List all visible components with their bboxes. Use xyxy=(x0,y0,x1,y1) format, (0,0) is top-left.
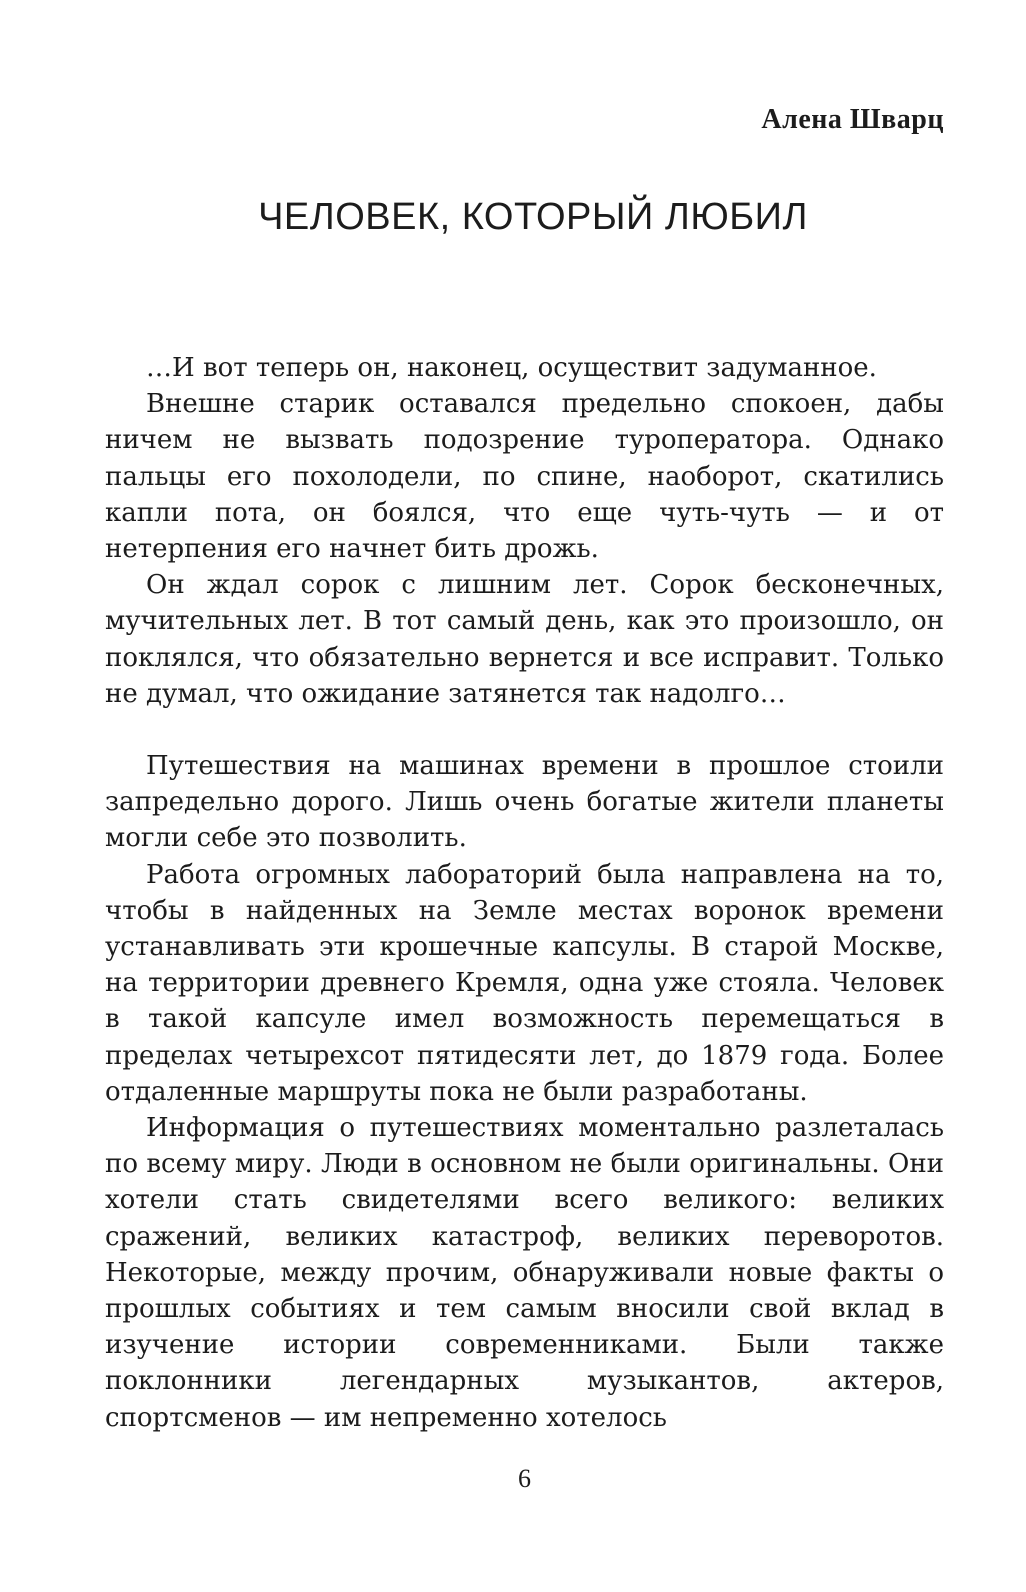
paragraph: Внешне старик оставался предельно спокоен, дабы ничем не вызвать подозрение туроператора. Однако пальцы его похолодели, по спине, наоборот, скатились капли пота, он боялся, что еще чуть-чуть — и от нетерпения его начнет бить дрожь. xyxy=(105,389,944,565)
chapter-title: ЧЕЛОВЕК, КОТОРЫЙ ЛЮБИЛ xyxy=(258,196,808,238)
paragraph: Путешествия на машинах времени в прошлое стоили запредельно дорого. Лишь очень богатые жители планеты могли себе это позволить. xyxy=(105,751,944,854)
paragraph: Работа огромных лабораторий была направлена на то, чтобы в найденных на Земле местах воронок времени устанавливать эти крошечные капсулы. В старой Москве, на территории древнего Кремля, одна уже стояла. Человек в такой капсуле имел возможность перемещаться в пределах четырехсот пятидесяти лет, до 1879 года. Более отдаленные маршруты пока не были разработаны. xyxy=(105,859,944,1107)
page-number: 6 xyxy=(518,1464,531,1493)
running-header-author: Алена Шварц xyxy=(761,104,944,135)
paragraph: Он ждал сорок с лишним лет. Сорок бесконечных, мучительных лет. В тот самый день, как это произошло, он поклялся, что обязательно вернется и все исправит. Только не думал, что ожидание затянется так надолго… xyxy=(105,570,944,709)
paragraph: …И вот теперь он, наконец, осуществит задуманное. xyxy=(146,353,877,383)
paragraph: Информация о путешествиях моментально разлеталась по всему миру. Люди в основном не были оригинальны. Они хотели стать свидетелями всего великого: великих сражений, великих катастроф, великих переворотов. Некоторые, между прочим, обнаруживали новые факты о прошлых событиях и тем самым вносили свой вклад в изучение истории современниками. Были также поклонники легендарных музыкантов, актеров, спортсменов — им непременно хотелось xyxy=(105,1113,944,1433)
body-text xyxy=(105,350,944,1436)
